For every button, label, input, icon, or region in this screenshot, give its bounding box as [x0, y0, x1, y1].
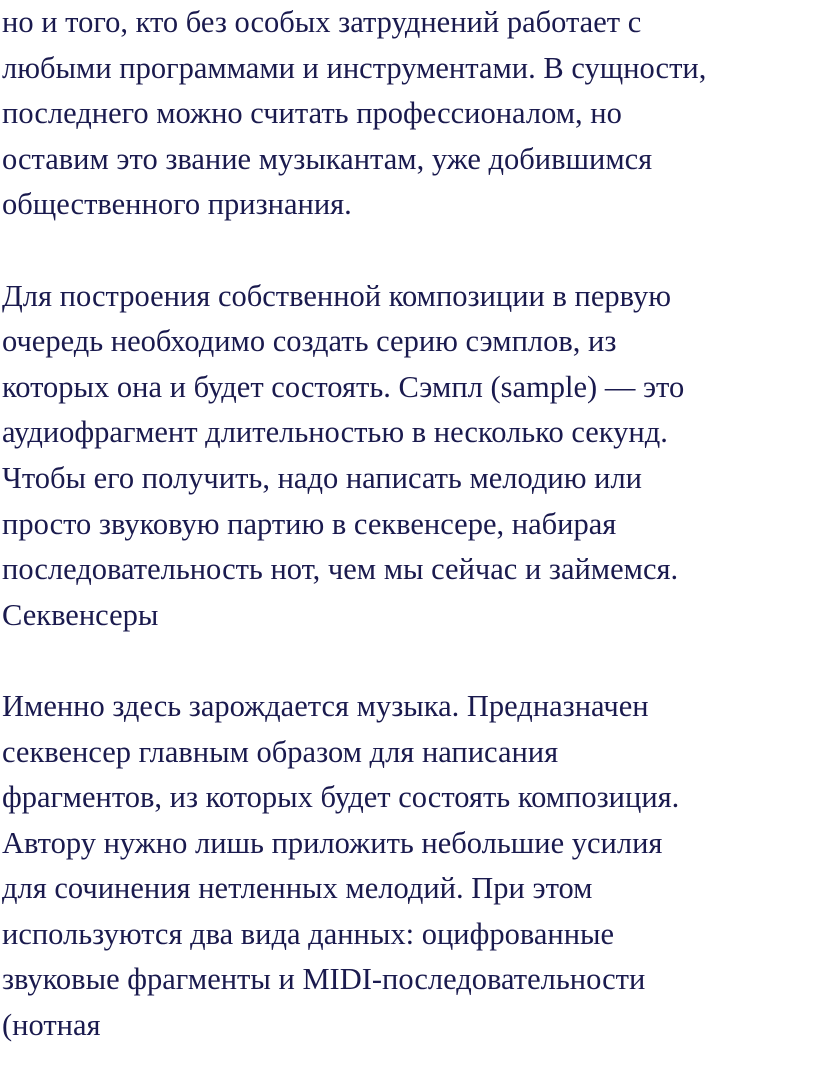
- paragraph-1: [2, 0, 814, 228]
- text-line: общественного признания.: [2, 187, 352, 222]
- text-line: используются два вида данных: оцифрованные: [2, 916, 615, 951]
- paragraph-gap: [2, 638, 814, 684]
- document-page: [2, 0, 814, 1049]
- text-line: которых она и будет состоять. Сэмпл (sample) — это: [2, 369, 685, 404]
- text-line: последовательность нот, чем мы сейчас и займемся.: [2, 552, 679, 587]
- text-line: оставим это звание музыкантам, уже добившимся: [2, 141, 653, 176]
- text-line: но и того, кто без особых затруднений работает с: [2, 5, 642, 39]
- text-line: Именно здесь зарождается музыка. Предназначен: [2, 688, 649, 723]
- text-line: Для построения собственной композиции в первую: [2, 278, 672, 313]
- text-line: аудиофрагмент длительностью в несколько секунд.: [2, 415, 668, 450]
- text-line: секвенсер главным образом для написания: [2, 734, 559, 769]
- text-line: очередь необходимо создать серию сэмплов, из: [2, 324, 617, 359]
- text-line: Автору нужно лишь приложить небольшие усилия: [2, 825, 663, 860]
- text-line: любыми программами и инструментами. В сущности,: [2, 50, 707, 85]
- text-line: Чтобы его получить, надо написать мелодию или: [2, 460, 643, 495]
- text-line: звуковые фрагменты и MIDI-последовательности: [2, 962, 646, 997]
- text-line: фрагментов, из которых будет состоять композиция.: [2, 780, 680, 815]
- text-line: (нотная: [2, 1008, 101, 1043]
- paragraph-gap: [2, 228, 814, 274]
- text-line: для сочинения нетленных мелодий. При этом: [2, 871, 593, 906]
- text-line: последнего можно считать профессионалом, но: [2, 96, 622, 131]
- text-line: просто звуковую партию в секвенсере, набирая: [2, 506, 617, 541]
- paragraph-2: [2, 274, 814, 639]
- section-heading-sequencers: Секвенсеры: [2, 597, 159, 632]
- paragraph-3: [2, 684, 814, 1049]
